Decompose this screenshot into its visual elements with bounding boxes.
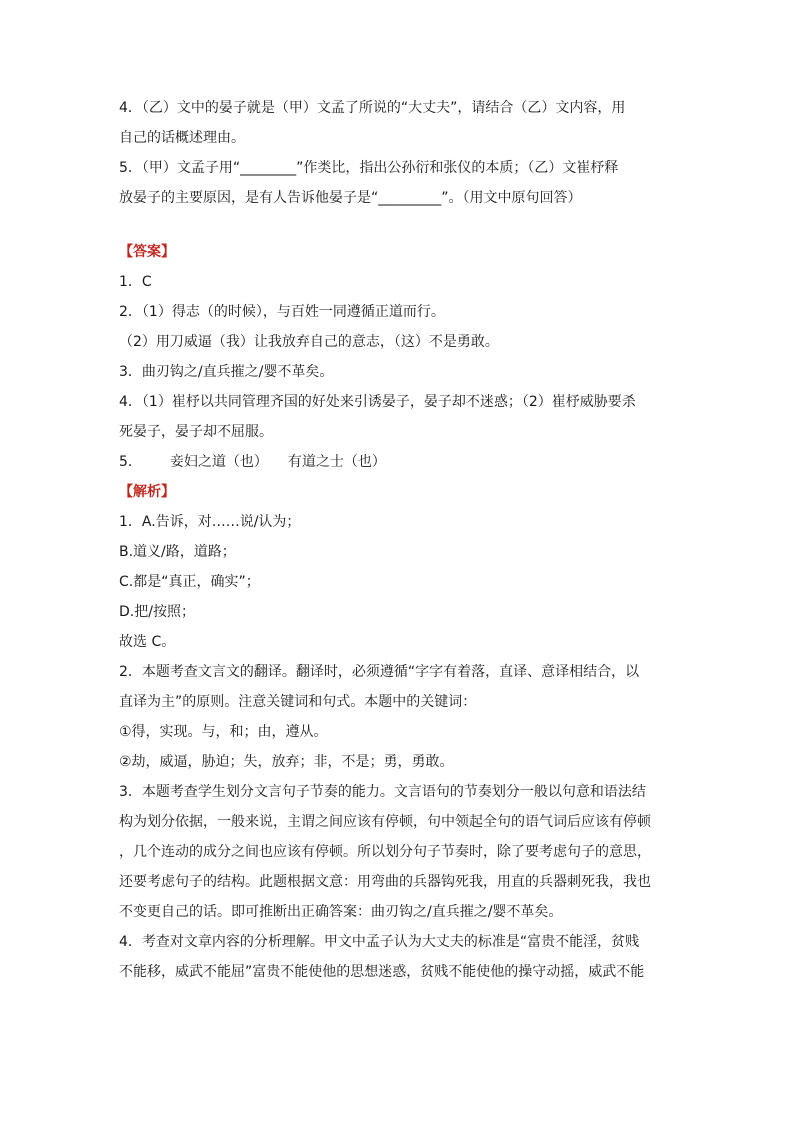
analysis-line: 不变更自己的话。即可推断出正确答案：曲刃钩之/直兵摧之/婴不革矣。 [119, 904, 563, 920]
answer-4-line-1: 4．（1）崔杼以共同管理齐国的好处来引诱晏子，晏子却不迷惑；（2）崔杼威胁要杀 [119, 394, 636, 410]
analysis-line: 1．A.告诉，对……说/认为； [119, 514, 301, 530]
document-page [119, 98, 679, 992]
question-5-line-2: 放晏子的主要原因，是有人告诉他晏子是“_________”。（用文中原句回答） [119, 190, 582, 206]
question-4-line-1: 4．（乙）文中的晏子就是（甲）文孟了所说的“大丈夫”，请结合（乙）文内容，用 [119, 100, 626, 116]
analysis-line: B.道义/路，道路； [119, 544, 236, 560]
answer-3: 3．曲刃钩之/直兵摧之/婴不革矣。 [119, 364, 334, 380]
answer-2-line-2: （2）用刀威逼（我）让我放弃自己的意志，（这）不是勇敢。 [119, 334, 499, 350]
analysis-line: 不能移，威武不能屈”富贵不能使他的思想迷惑，贫贱不能使他的操守动摇，威武不能 [119, 964, 645, 980]
analysis-line: 直译为主”的原则。注意关键词和句式。本题中的关键词： [119, 694, 477, 710]
answer-heading: 【答案】 [119, 244, 175, 260]
analysis-line: D.把/按照； [119, 604, 195, 620]
analysis-line: 2．本题考查文言文的翻译。翻译时，必须遵循“字字有着落，直译、意译相结合，以 [119, 664, 640, 680]
answer-2-line-1: 2．（1）得志（的时候），与百姓一同遵循正道而行。 [119, 304, 445, 320]
analysis-heading: 【解析】 [119, 484, 175, 500]
answer-4-line-2: 死晏子，晏子却不屈服。 [119, 424, 273, 440]
answer-5-number: 5． [119, 454, 142, 470]
answer-5-part-2: 有道之士（也） [287, 454, 386, 470]
answer-5-part-1: 妾妇之道（也） [169, 454, 268, 470]
questions-section [119, 98, 679, 218]
analysis-line: 4．考查对文章内容的分析理解。甲文中孟子认为大丈夫的标准是“富贵不能淫，贫贱 [119, 934, 640, 950]
analysis-line: 3．本题考查学生划分文言句子节奏的能力。文言语句的节奏划分一般以句意和语法结 [119, 784, 646, 800]
analysis-line: 还要考虑句子的结构。此题根据文意：用弯曲的兵器钩死我，用直的兵器刺死我，我也 [119, 874, 651, 890]
analysis-line: ①得，实现。与，和；由，遵从。 [119, 724, 328, 740]
analysis-line: 故选 C。 [119, 634, 176, 650]
analysis-line: ，几个连动的成分之间也应该有停顿。所以划分句子节奏时，除了要考虑句子的意思， [119, 844, 651, 860]
analysis-line: C.都是“真正，确实”； [119, 574, 260, 590]
question-5-line-1: 5．（甲）文孟子用“________”作类比，指出公孙衍和张仪的本质；（乙）文崔杼释 [119, 160, 619, 176]
question-4-line-2: 自己的话概述理由。 [119, 130, 245, 146]
answer-5 [119, 452, 679, 482]
analysis-line: ②劫，威逼，胁迫；失，放弃；非，不是；勇，勇敢。 [119, 754, 454, 770]
analysis-line: 构为划分依据，一般来说，主谓之间应该有停顿，句中领起全句的语气词后应该有停顿 [119, 814, 651, 830]
analysis-section [119, 482, 679, 992]
answer-1: 1．C [119, 274, 152, 290]
answer-section [119, 242, 679, 482]
